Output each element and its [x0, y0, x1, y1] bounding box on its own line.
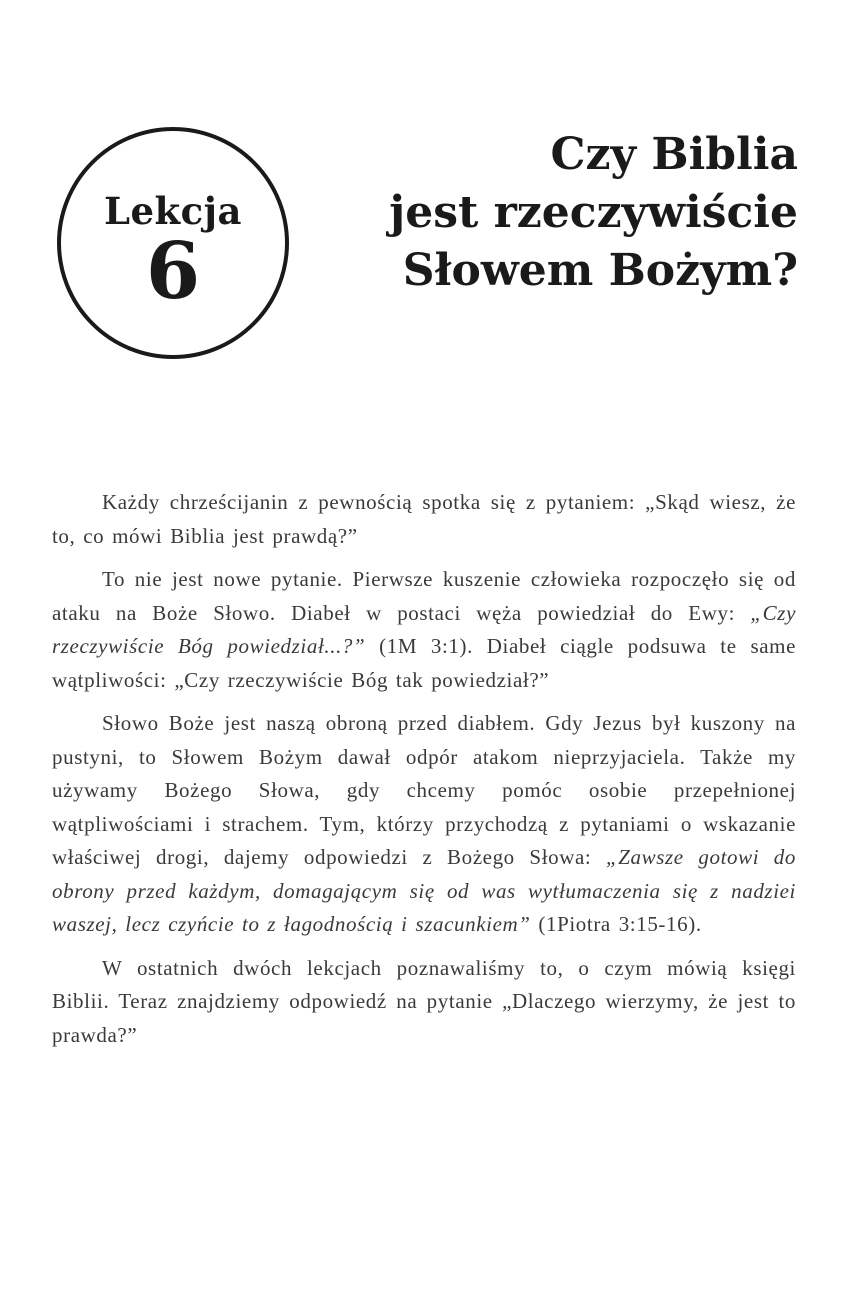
lesson-number: 6: [145, 226, 201, 317]
scripture-quote: „Czy rzeczywiście Bóg powiedział...?”: [52, 600, 796, 658]
paragraph: [52, 563, 796, 697]
title-line: Czy Biblia: [550, 129, 798, 180]
title-line: jest rzeczywiście: [389, 187, 798, 238]
paragraph-text: To nie jest nowe pytanie. Pierwsze kuszenie człowieka rozpoczęło się od ataku na Boże Słowo. Diabeł w postaci węża powiedział do Ewy:: [52, 567, 796, 625]
page-title: [328, 126, 798, 300]
paragraph-text: Słowo Boże jest naszą obroną przed diabłem. Gdy Jezus był kuszony na pustyni, to Słowem Bożym dawał odpór atakom nieprzyjaciela. Także my używamy Bożego Słowa, gdy chcemy pomóc osobie przepełnionej wątpliwościami i strachem. Tym, którzy przychodzą z pytaniami o wskazanie właściwej drogi, dajemy odpowiedzi z Bożego Słowa:: [52, 711, 796, 869]
paragraph: [52, 707, 796, 942]
lesson-label: Lekcja: [103, 189, 243, 233]
scripture-quote: „Zawsze gotowi do obrony przed każdym, domagającym się od was wytłumaczenia się z nadziei waszej, lecz czyńcie to z łagodnością i szacunkiem”: [52, 845, 796, 936]
paragraph-text: (1M 3:1). Diabeł ciągle podsuwa te same wątpliwości: „Czy rzeczywiście Bóg tak powiedział?”: [52, 634, 796, 692]
title-line: Słowem Bożym?: [402, 245, 798, 296]
paragraph: Każdy chrześcijanin z pewnością spotka się z pytaniem: „Skąd wiesz, że to, co mówi Biblia jest prawdą?”: [52, 490, 796, 548]
paragraph: W ostatnich dwóch lekcjach poznawaliśmy to, o czym mówią księgi Biblii. Teraz znajdziemy odpowiedź na pytanie „Dlaczego wierzymy, że jest to prawda?”: [52, 955, 796, 1047]
paragraph-text: (1Piotra 3:15-16).: [530, 912, 702, 936]
body-text: [52, 486, 796, 1062]
lesson-badge: [57, 127, 289, 359]
